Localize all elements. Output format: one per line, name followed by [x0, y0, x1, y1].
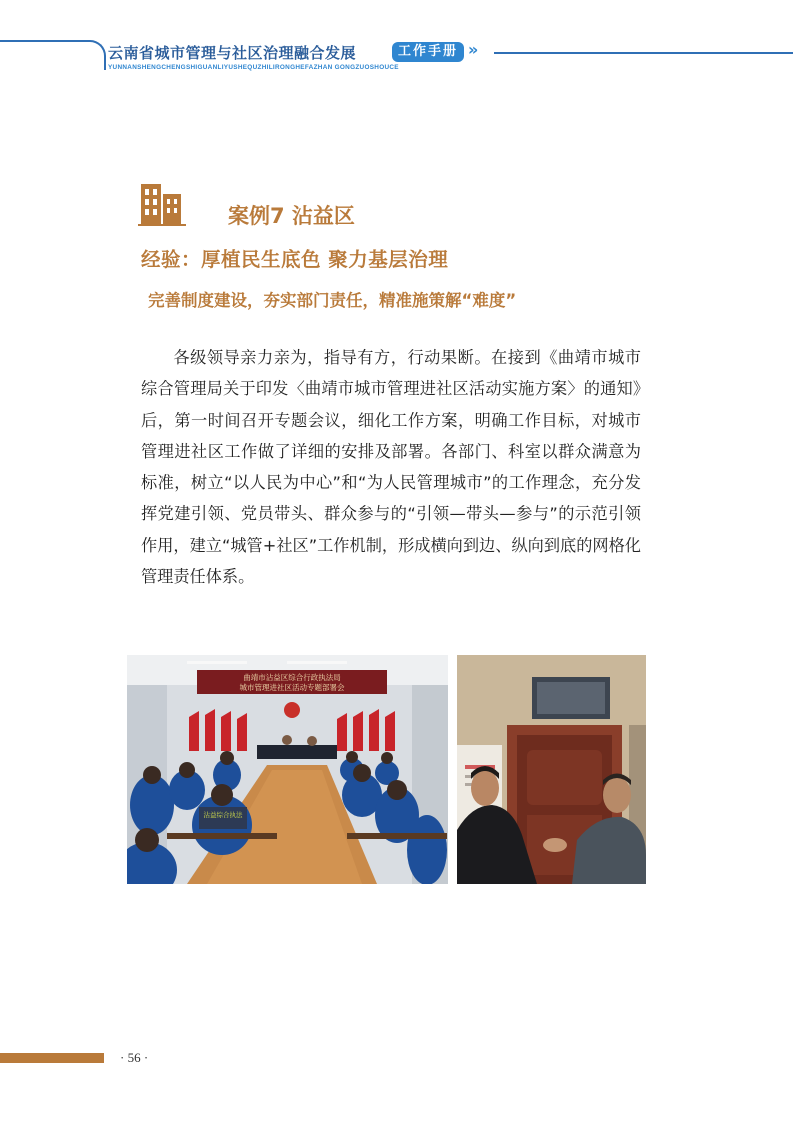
body-paragraph: 各级领导亲力亲为，指导有方，行动果断。在接到《曲靖市城市综合管理局关于印发〈曲靖市城市管理进社区活动实施方案〉的通知》后，第一时间召开专题会议，细化工作方案，明确工作目标，对城市管理进社区工作做了详细的安排及部署。各部门、科室以群众满意为标准，树立“以人民为中心”和“为人民管理城市”的工作理念，充分发挥党建引领、党员带头、群众参与的“引领—带头—参与”的示范引领作用，建立“城管+社区”工作机制，形成横向到边、纵向到底的网格化管理责任体系。 — [141, 348, 641, 587]
page-number: · 56 · — [120, 1050, 149, 1065]
building-icon — [138, 178, 186, 226]
header-title: 云南省城市管理与社区治理融合发展 — [108, 44, 357, 62]
case-title: 案例7 沾益区 — [228, 204, 355, 228]
header-frame — [0, 40, 106, 70]
handshake-photo — [457, 655, 646, 884]
header-badge: 工作手册 — [392, 42, 464, 62]
header-pinyin: YUNNANSHENGCHENGSHIGUANLIYUSHEQUZHILIRONGHEFAZHAN GONGZUOSHOUCE — [108, 64, 399, 71]
banner-line-1: 曲靖市沾益区综合行政执法局 — [243, 673, 341, 682]
banner-line-2: 城市管理进社区活动专题部署会 — [239, 683, 345, 692]
meeting-photo — [127, 655, 448, 884]
footer-bar — [0, 1053, 104, 1063]
vest-text: 沾益综合执法 — [203, 811, 243, 819]
experience-heading: 经验：厚植民生底色 聚力基层治理 — [141, 248, 449, 271]
subheading: 完善制度建设，夯实部门责任，精准施策解“难度” — [148, 291, 517, 310]
chevron-right-icon: » — [468, 40, 479, 59]
header-rule — [494, 52, 793, 54]
